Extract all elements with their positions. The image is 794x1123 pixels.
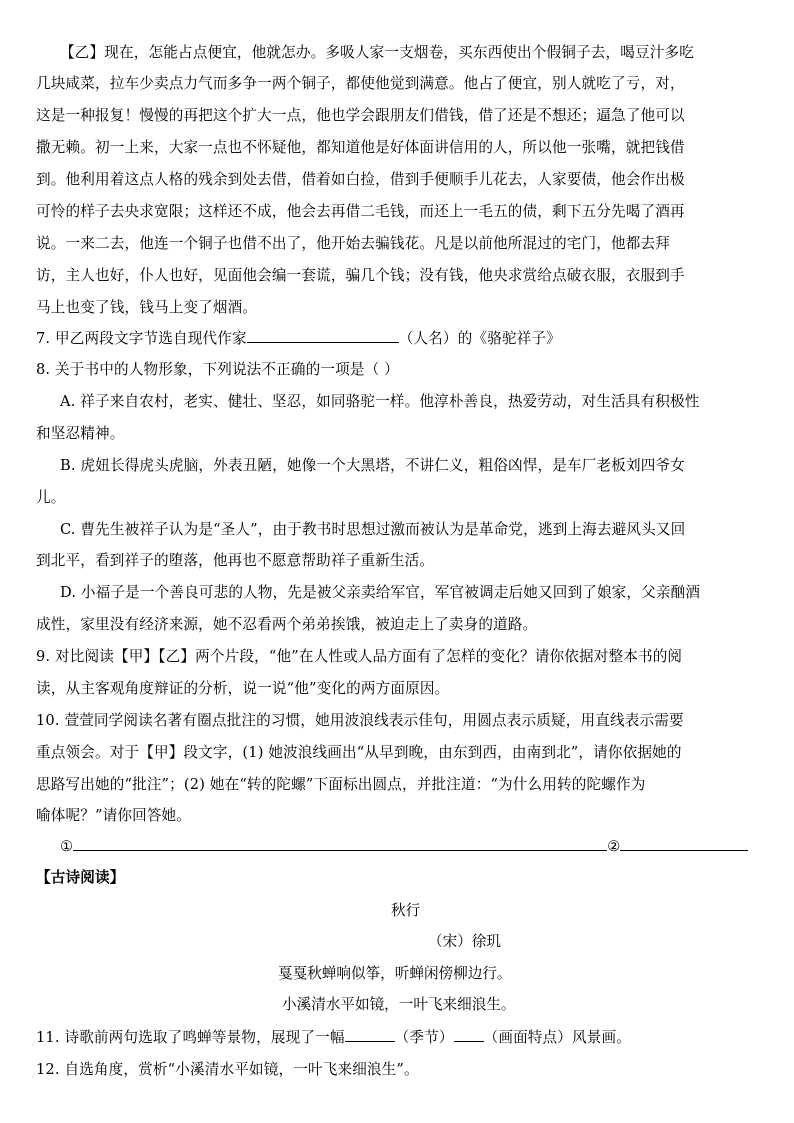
poem-author: （宋）徐玑 <box>428 933 501 950</box>
answer-mark-2: ② <box>607 838 621 855</box>
section-heading: 【古诗阅读】 <box>36 869 125 886</box>
answer-blank-2[interactable] <box>620 836 748 851</box>
passage-line: 说。一来二去，他连一个铜子也借不出了，他开始去骗钱花。凡是以前他所混过的宅门，他都去拜 <box>36 235 670 252</box>
passage-line: 可怜的样子去央求宽限；这样还不成，他会去再借二毛钱，而还上一毛五的债，剩下五分先喝了酒再 <box>36 203 685 220</box>
answer-line-row <box>60 836 748 855</box>
question-12: 12. 自选角度，赏析“小溪清水平如镜，一叶飞来细浪生”。 <box>36 1061 419 1078</box>
answer-blank-1[interactable] <box>73 836 607 851</box>
passage-line: 【乙】现在，怎能占点便宜，他就怎办。多吸人家一支烟卷，买东西使出个假铜子去，喝豆汁多吃 <box>60 44 694 61</box>
passage-line: 访，主人也好，仆人也好，见面他会编一套谎，骗几个钱；没有钱，他央求赏给点破衣服，衣服到手 <box>36 267 685 284</box>
passage-line: 这是一种报复！慢慢的再把这个扩大一点，他也学会跟朋友们借钱，借了还是不想还；逼急了他可以 <box>36 107 685 124</box>
question-8-stem: 8. 关于书中的人物形象，下列说法不正确的一项是（ ） <box>36 361 399 378</box>
question-7-text-end: （人名）的《骆驼祥子》 <box>398 330 561 347</box>
poem-line: 戛戛秋蝉响似筝，听蝉闲傍柳边行。 <box>278 965 512 982</box>
passage-line: 撒无赖。初一上来，大家一点也不怀疑他，都知道他是好体面讲信用的人，所以他一张嘴，就把钱借 <box>36 139 685 156</box>
passage-line: 马上也变了钱，钱马上变了烟酒。 <box>36 299 258 316</box>
scene-feature-blank[interactable] <box>454 1027 484 1042</box>
question-7-text: 7. 甲乙两段文字节选自现代作家 <box>36 330 247 347</box>
question-7 <box>36 327 561 348</box>
question-11: 11. 诗歌前两句选取了鸣蝉等景物，展现了一幅 （季节） （画面特点）风景画。 <box>36 1029 632 1046</box>
passage-line: 到。他利用着这点人格的残余到处去借，借着如白捡，借到手便顺手儿花去，人家要债，他会作出极 <box>36 171 685 188</box>
answer-mark-1: ① <box>60 838 74 855</box>
passage-line: 几块咸菜，拉车少卖点力气而多争一两个铜子，都使他觉到满意。他占了便宜，别人就吃了亏，对， <box>36 75 685 92</box>
season-blank[interactable] <box>345 1027 395 1042</box>
poem-title: 秋行 <box>391 902 421 919</box>
poem-line: 小溪清水平如镜，一叶飞来细浪生。 <box>282 996 516 1013</box>
author-name-blank[interactable] <box>247 328 399 343</box>
